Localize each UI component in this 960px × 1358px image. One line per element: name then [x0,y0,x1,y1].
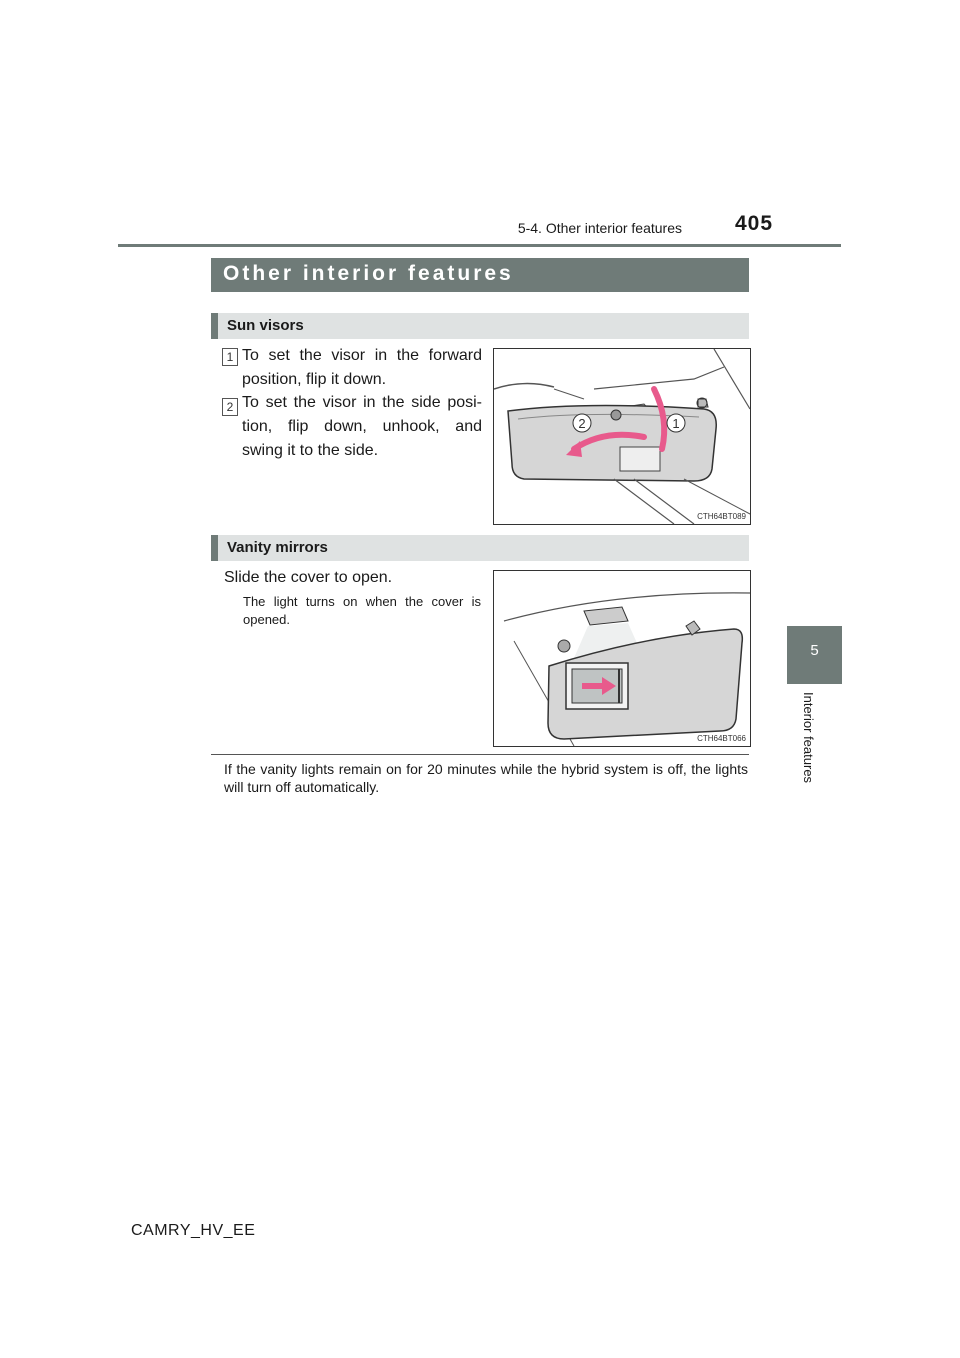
sun-visor-illustration [494,349,750,524]
page-number: 405 [735,212,774,235]
page-title-bar [211,258,749,292]
vanity-mirrors-heading [211,535,749,561]
sun-visors-heading [211,313,749,339]
step-2-line-3: swing it to the side. [242,442,379,459]
callout-1: 1 [672,416,680,431]
figure-code-visor: CTH64BT089 [697,512,746,521]
step-badge-2: 2 [222,398,238,416]
page-title: Other interior features [223,262,514,285]
footnote-divider [211,754,749,755]
footnote: If the vanity lights remain on for 20 minutes while the hybrid system is off, the lights will turn off automatically. [224,761,748,795]
section-breadcrumb: 5-4. Other interior features [517,220,682,236]
step-1-line-1: To set the visor in the forward [242,347,482,364]
document-footer: CAMRY_HV_EE [131,1222,256,1239]
header-divider [118,244,841,247]
figure-code-vanity: CTH64BT066 [697,734,746,743]
step-2-line-2: tion, flip down, unhook, and [242,418,482,435]
vanity-note: The light turns on when the cover is opened. [243,594,481,627]
step-badge-1: 1 [222,348,238,366]
vanity-mirror-illustration [494,571,750,746]
chapter-number: 5 [810,642,819,659]
step-2-line-1: To set the visor in the side posi- [242,394,482,411]
step-1-line-2: position, flip it down. [242,371,387,388]
step-2-text [242,391,482,463]
step-1-text [242,344,482,392]
chapter-label-text: Interior features [801,692,816,784]
sun-visor-figure [493,348,751,525]
vanity-instruction: Slide the cover to open. [224,569,393,586]
sun-visors-heading-text: Sun visors [227,317,304,334]
vanity-mirror-figure [493,570,751,747]
chapter-label [800,692,818,802]
callout-2: 2 [578,416,586,431]
vanity-mirrors-heading-text: Vanity mirrors [227,539,328,556]
